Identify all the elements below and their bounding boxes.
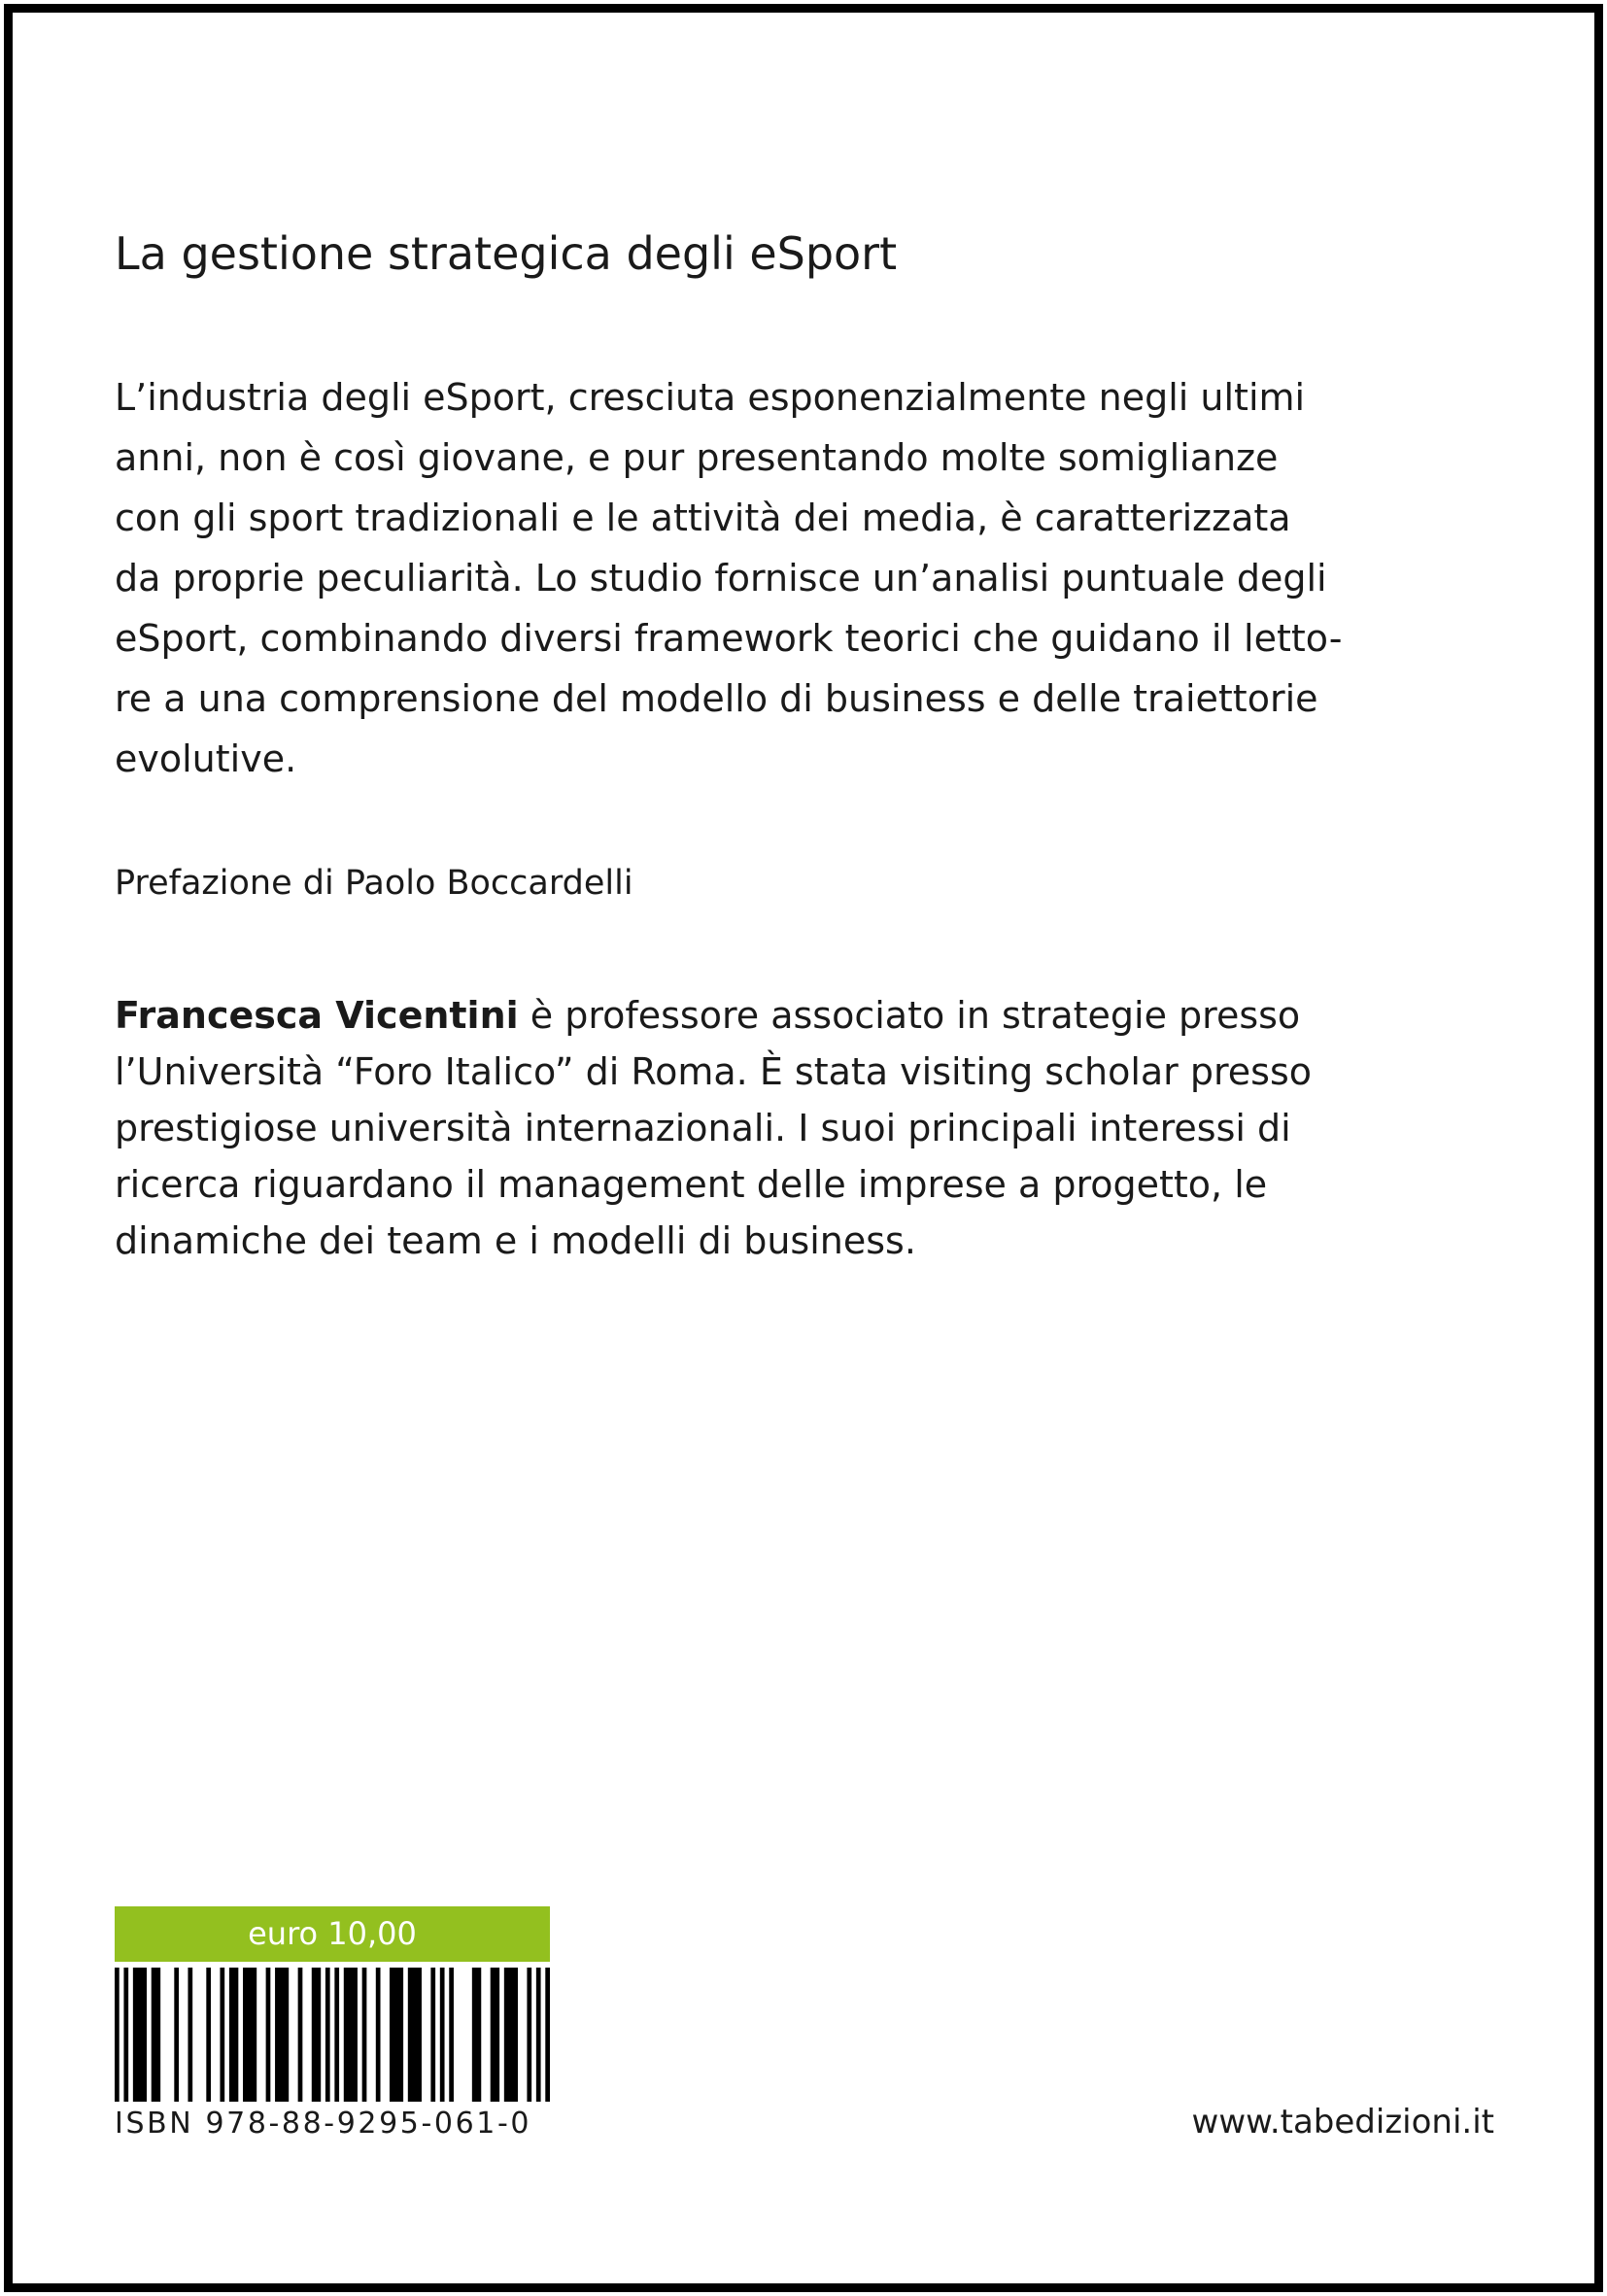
- barcode-bar: [376, 1968, 381, 2102]
- barcode-bar: [545, 1968, 550, 2102]
- barcode-bars: [115, 1968, 550, 2102]
- barcode-bar: [527, 1968, 531, 2102]
- synopsis: [115, 367, 1342, 789]
- barcode-bar: [408, 1968, 422, 2102]
- book-title: La gestione strategica degli eSport: [115, 227, 898, 280]
- author-name: Francesca Vicentini: [115, 994, 519, 1037]
- barcode-image: [115, 1968, 550, 2102]
- synopsis-line: evolutive.: [115, 737, 297, 780]
- barcode-bar: [491, 1968, 499, 2102]
- bio-line: [115, 987, 1312, 1044]
- barcode-bar: [298, 1968, 303, 2102]
- barcode-bar: [449, 1968, 454, 2102]
- barcode-bar: [174, 1968, 179, 2102]
- barcode-bar: [312, 1968, 321, 2102]
- barcode-bar: [344, 1968, 358, 2102]
- synopsis-line: eSport, combinando diversi framework teorici che guidano il letto-: [115, 617, 1343, 660]
- barcode-bar: [152, 1968, 160, 2102]
- synopsis-line: L’industria degli eSport, cresciuta esponenzialmente negli ultimi: [115, 376, 1306, 419]
- barcode-bar: [440, 1968, 445, 2102]
- barcode-bar: [325, 1968, 330, 2102]
- barcode-bar: [504, 1968, 518, 2102]
- price-label: euro 10,00: [115, 1906, 550, 1962]
- barcode-bar: [536, 1968, 541, 2102]
- synopsis-line: re a una comprensione del modello di business e delle traiettorie: [115, 677, 1318, 720]
- barcode-bar: [334, 1968, 339, 2102]
- bio-line: ricerca riguardano il management delle imprese a progetto, le: [115, 1163, 1268, 1206]
- bio-first-line-text: è professore associato in strategie presso: [518, 994, 1301, 1037]
- isbn-number: ISBN 978-88-9295-061-0: [115, 2107, 532, 2141]
- barcode-bar: [275, 1968, 289, 2102]
- barcode-bar: [430, 1968, 435, 2102]
- barcode-bar: [362, 1968, 367, 2102]
- barcode-bar: [206, 1968, 211, 2102]
- barcode-bar: [472, 1968, 481, 2102]
- preface-credit: Prefazione di Paolo Boccardelli: [115, 864, 633, 903]
- barcode-bar: [115, 1968, 120, 2102]
- synopsis-line: anni, non è così giovane, e pur presentando molte somiglianze: [115, 436, 1279, 479]
- author-bio: [115, 987, 1312, 1269]
- bio-line: l’Università “Foro Italico” di Roma. È stata visiting scholar presso: [115, 1050, 1312, 1093]
- bio-line: prestigiose università internazionali. I suoi principali interessi di: [115, 1107, 1291, 1149]
- barcode-bar: [243, 1968, 256, 2102]
- synopsis-line: con gli sport tradizionali e le attività dei media, è caratterizzata: [115, 497, 1291, 539]
- barcode-bar: [390, 1968, 403, 2102]
- bio-line: dinamiche dei team e i modelli di business.: [115, 1219, 916, 1262]
- synopsis-line: da proprie peculiarità. Lo studio fornisce un’analisi puntuale degli: [115, 557, 1327, 600]
- barcode-bar: [188, 1968, 192, 2102]
- barcode-bar: [133, 1968, 147, 2102]
- publisher-website: www.tabedizioni.it: [1191, 2103, 1494, 2142]
- barcode-bar: [229, 1968, 238, 2102]
- barcode-bar: [266, 1968, 271, 2102]
- barcode-bar: [220, 1968, 224, 2102]
- barcode-bar: [123, 1968, 128, 2102]
